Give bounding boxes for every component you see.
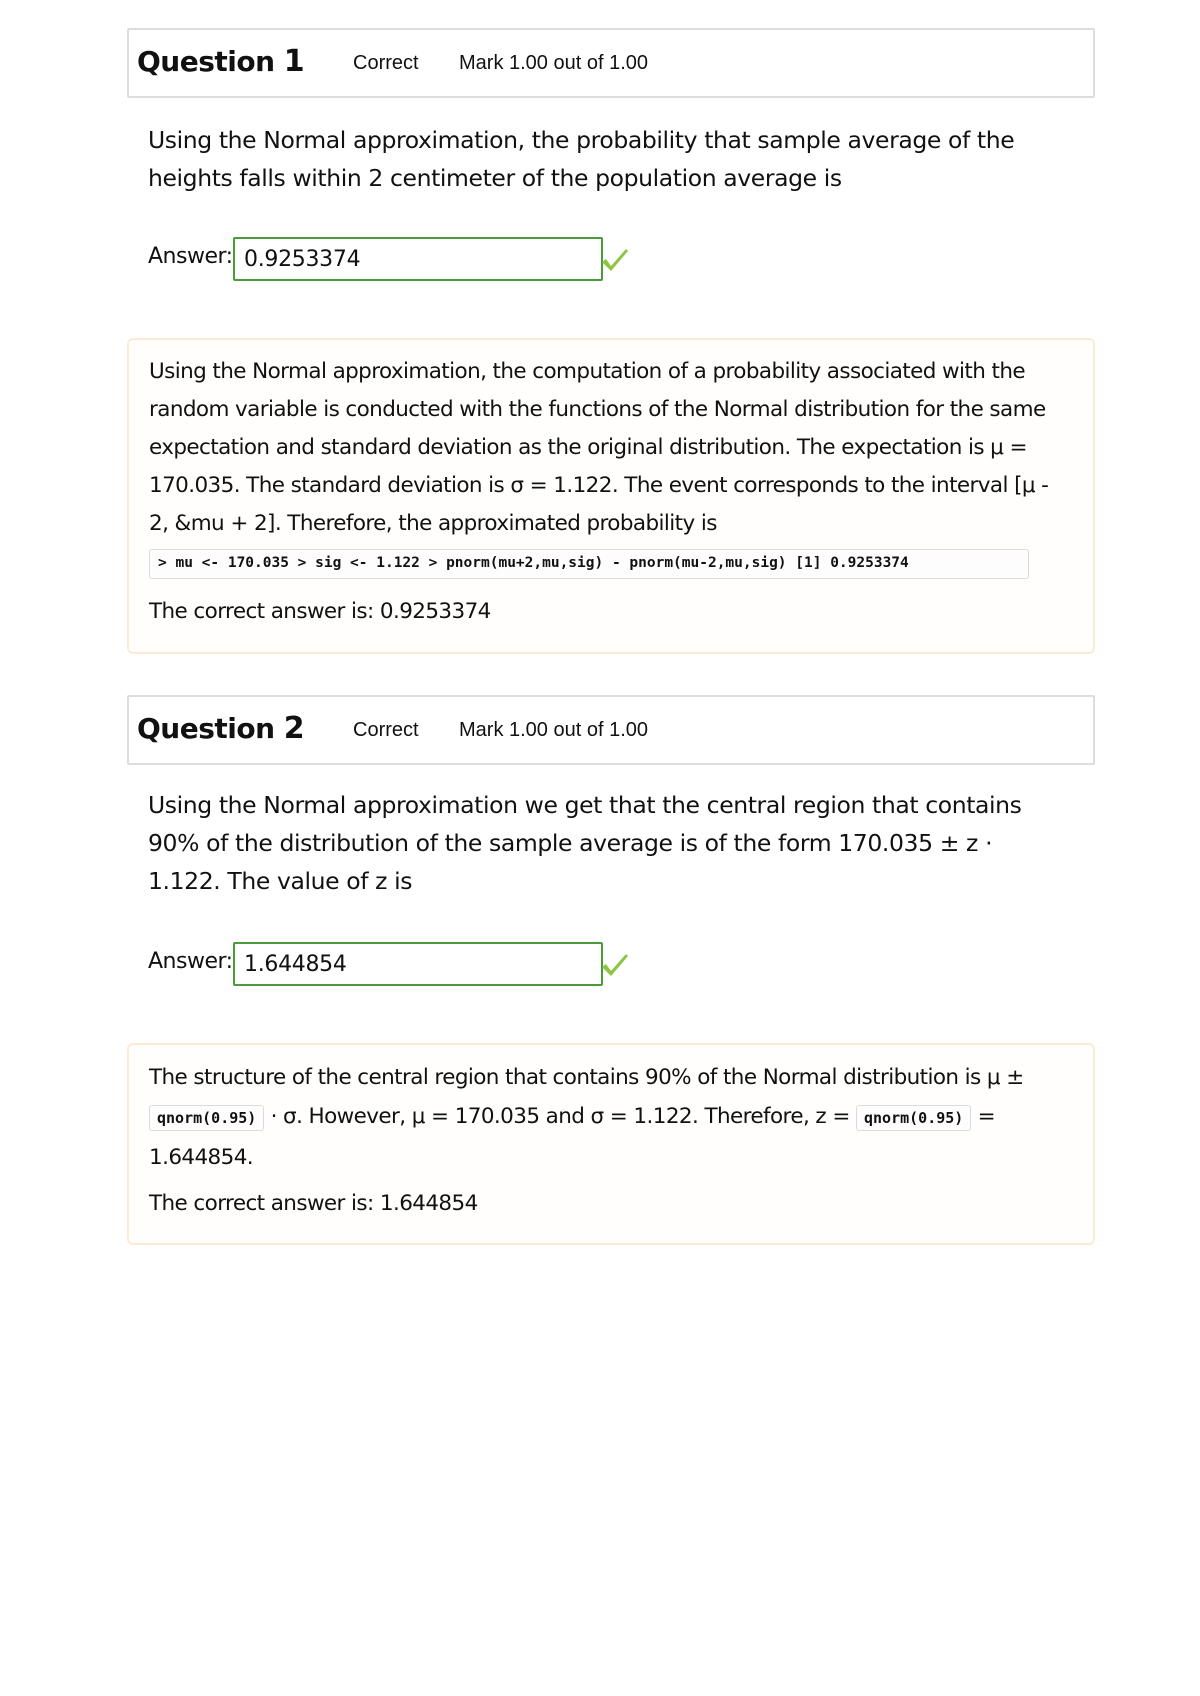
question-1-header [127, 28, 1095, 98]
answer-input[interactable]: 1.644854 [233, 942, 603, 986]
question-2-feedback [127, 1043, 1095, 1245]
check-icon [600, 952, 630, 982]
feedback-code: > mu <- 170.035 > sig <- 1.122 > pnorm(mu+2,mu,sig) - pnorm(mu-2,mu,sig) [1] 0.9253374 [149, 549, 1029, 579]
answer-input[interactable]: 0.9253374 [233, 237, 603, 281]
question-title: Question 1 [137, 44, 305, 79]
question-2-text: Using the Normal approximation we get that the central region that contains 90% of the distribution of the sample average is of the form 170.035 ± z · 1.122. The value of z is [148, 791, 1022, 895]
question-grade: Mark 1.00 out of 1.00 [459, 719, 649, 741]
correct-answer-text: The correct answer is: 1.644854 [149, 1191, 478, 1216]
correct-answer-text: The correct answer is: 0.9253374 [149, 599, 491, 624]
inline-code: qnorm(0.95) [149, 1105, 264, 1131]
answer-label: Answer: [148, 244, 233, 269]
question-state: Correct [353, 52, 419, 74]
question-1-text: Using the Normal approximation, the probability that sample average of the heights falls within 2 centimeter of the population average is [148, 126, 1015, 192]
question-title: Question 2 [137, 711, 305, 746]
question-state: Correct [353, 719, 419, 741]
feedback-explanation: The structure of the central region that contains 90% of the Normal distribution is μ ± qnorm(0.95) · σ. However, μ = 170.035 and σ = 1.122. Therefore, z = qnorm(0.95) = 1.644854. [149, 1065, 1024, 1170]
check-icon [600, 247, 630, 277]
question-2-header [127, 695, 1095, 765]
answer-label: Answer: [148, 949, 233, 974]
question-grade: Mark 1.00 out of 1.00 [459, 52, 649, 74]
feedback-explanation: Using the Normal approximation, the computation of a probability associated with the random variable is conducted with the functions of the Normal distribution for the same expectation and standard deviation as the original distribution. The expectation is μ = 170.035. The standard deviation is σ = 1.122. The event corresponds to the interval [μ - 2, &mu + 2]. Therefore, the approximated probability is [149, 359, 1049, 536]
question-1-feedback [127, 338, 1095, 654]
inline-code: qnorm(0.95) [856, 1105, 971, 1131]
